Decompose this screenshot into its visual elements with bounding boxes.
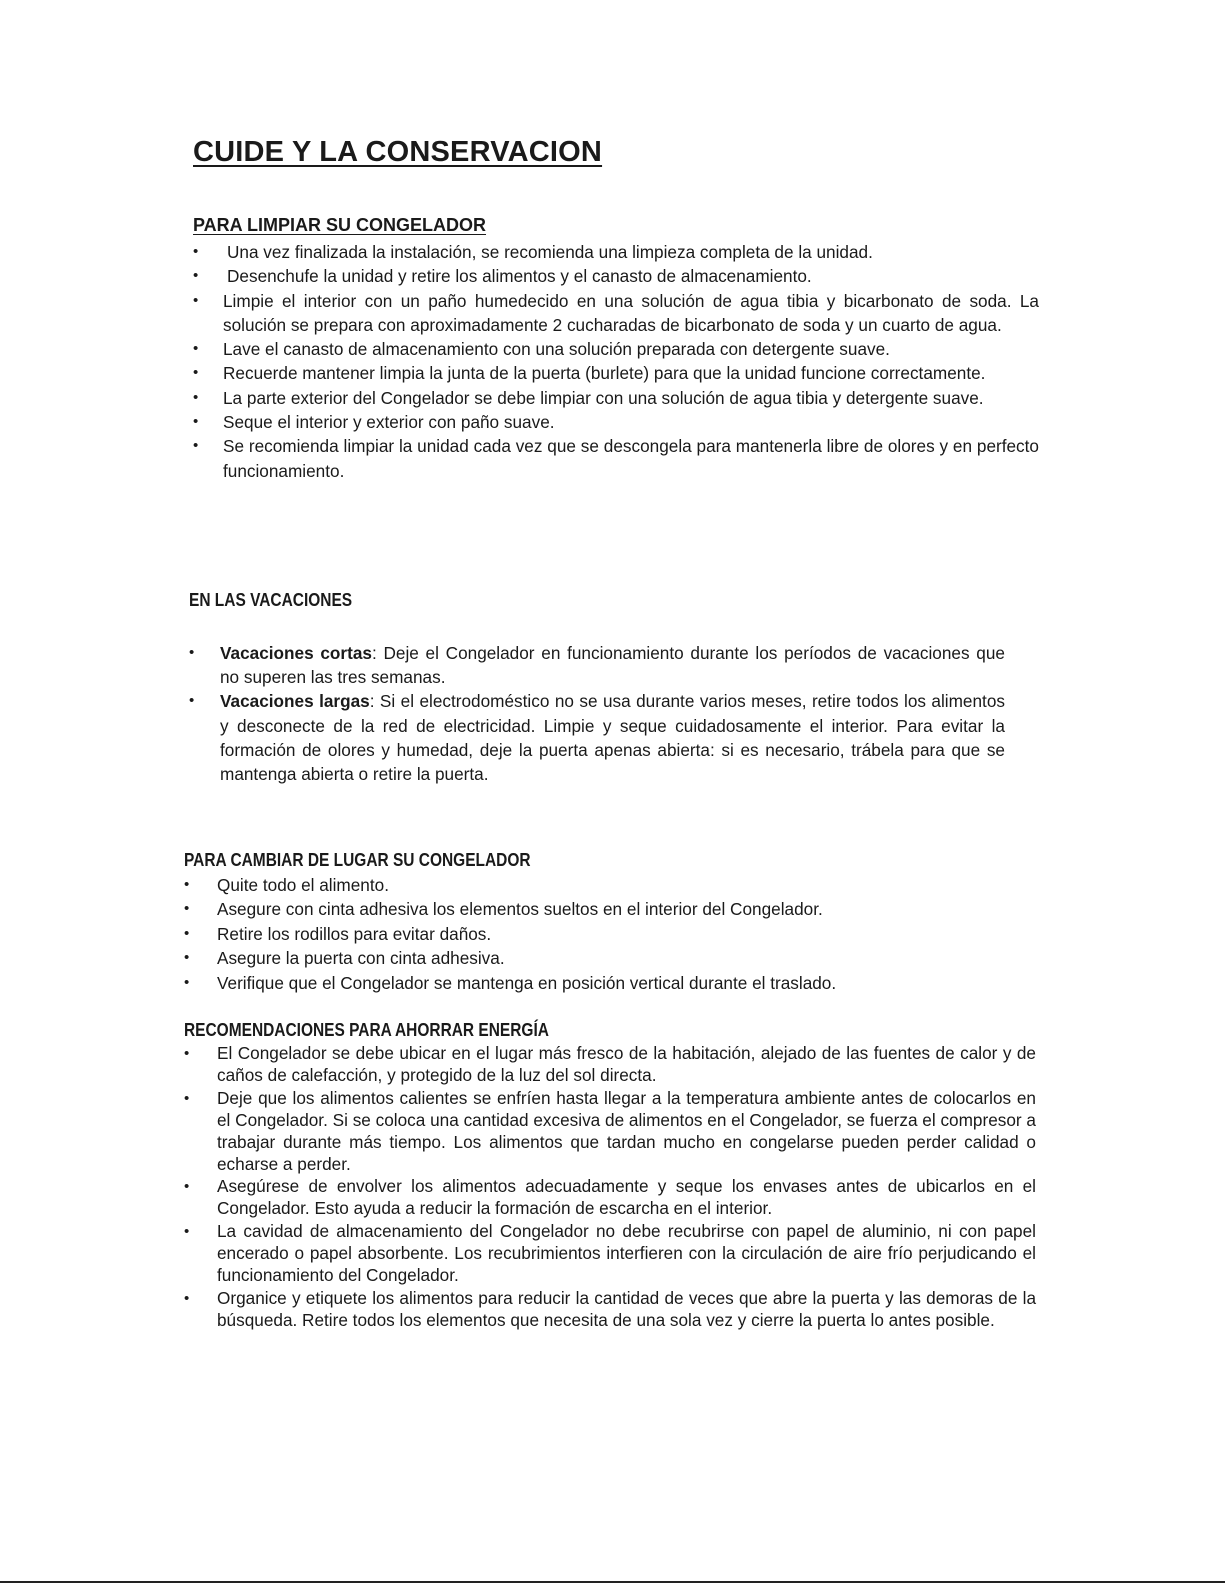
bottom-divider [0,1581,1225,1583]
section-energy-saving [184,1020,1036,1333]
section-heading-cleaning: PARA LIMPIAR SU CONGELADOR [193,215,487,235]
section-moving [184,850,1034,995]
list-item: • El Congelador se debe ubicar en el lugar más fresco de la habitación, alejado de las fuentes de calor y de caños de calefacción, y protegido de la luz del sol directa. [184,1043,1036,1087]
section-heading-energy-text: RECOMENDACIONES PARA AHORRAR ENERGÍA [184,1020,549,1040]
list-item: • Quite todo el alimento. [184,873,1034,897]
list-item: • Organice y etiquete los alimentos para reducir la cantidad de veces que abre la puerta y las demoras de la búsqueda. Retire todos los elementos que necesita de una sola vez y cierre la puerta lo antes posible. [184,1288,1036,1332]
section-heading-moving-text: PARA CAMBIAR DE LUGAR SU CONGELADOR [184,850,531,870]
item-label: Vacaciones cortas [220,643,372,663]
list-item: • Limpie el interior con un paño humedecido en una solución de agua tibia y bicarbonato de soda. La solución se prepara con aproximadamente 2 cucharadas de bicarbonato de soda y un cuarto de agua. [193,289,1039,338]
page-title: CUIDE Y LA CONSERVACION [193,136,603,168]
section-heading-vacations-text: EN LAS VACACIONES [189,590,353,610]
list-item: • La parte exterior del Congelador se debe limpiar con una solución de agua tibia y detergente suave. [193,386,1039,410]
item-label: Vacaciones largas [220,691,370,712]
cleaning-list [193,240,1039,483]
moving-list [184,873,1034,995]
item-text: : Si el electrodoméstico no se usa durante varios meses, retire todos los alimentos y desconecte de la red de electricidad. Limpie y seque cuidadosamente el interior. Para evitar la formación de olores y humedad, deje la puerta apenas abierta: si es necesario, trábela para que se mantenga abierta o retire la puerta. [220,691,1005,785]
section-vacations [189,590,1005,786]
section-heading-moving [184,850,1034,871]
list-item [189,689,1005,786]
vacations-list [189,641,1005,786]
list-item [189,641,1005,689]
list-item: • Una vez finalizada la instalación, se recomienda una limpieza completa de la unidad. [193,240,1039,264]
list-item: • Deje que los alimentos calientes se enfríen hasta llegar a la temperatura ambiente antes de colocarlos en el Congelador. Si se coloca una cantidad excesiva de alimentos en el Congelador, se fuerza el compresor a trabajar durante más tiempo. Los alimentos que tardan mucho en congelarse pueden perder calidad o echarse a perder. [184,1088,1036,1176]
list-item: • Verifique que el Congelador se mantenga en posición vertical durante el traslado. [184,971,1034,995]
list-item: • La cavidad de almacenamiento del Congelador no debe recubrirse con papel de aluminio, ni con papel encerado o papel absorbente. Los recubrimientos interfieren con la circulación de aire frío perjudicando el funcionamiento del Congelador. [184,1221,1036,1287]
energy-list [184,1043,1036,1332]
section-cleaning [193,215,1039,483]
list-item: • Asegure la puerta con cinta adhesiva. [184,946,1034,970]
item-text: : Deje el Congelador en funcionamiento durante los períodos de vacaciones que no superen las tres semanas. [220,643,1005,688]
section-heading-vacations [189,590,1005,611]
list-item: • Retire los rodillos para evitar daños. [184,922,1034,946]
list-item: • Recuerde mantener limpia la junta de la puerta (burlete) para que la unidad funcione correctamente. [193,361,1039,385]
list-item: • Desenchufe la unidad y retire los alimentos y el canasto de almacenamiento. [193,264,1039,288]
section-heading-energy [184,1020,1036,1041]
list-item: • Asegúrese de envolver los alimentos adecuadamente y seque los envases antes de ubicarlos en el Congelador. Esto ayuda a reducir la formación de escarcha en el interior. [184,1176,1036,1220]
list-item: • Asegure con cinta adhesiva los elementos sueltos en el interior del Congelador. [184,897,1034,921]
list-item: • Lave el canasto de almacenamiento con una solución preparada con detergente suave. [193,337,1039,361]
list-item: • Seque el interior y exterior con paño suave. [193,410,1039,434]
list-item: • Se recomienda limpiar la unidad cada vez que se descongela para mantenerla libre de olores y en perfecto funcionamiento. [193,434,1039,483]
